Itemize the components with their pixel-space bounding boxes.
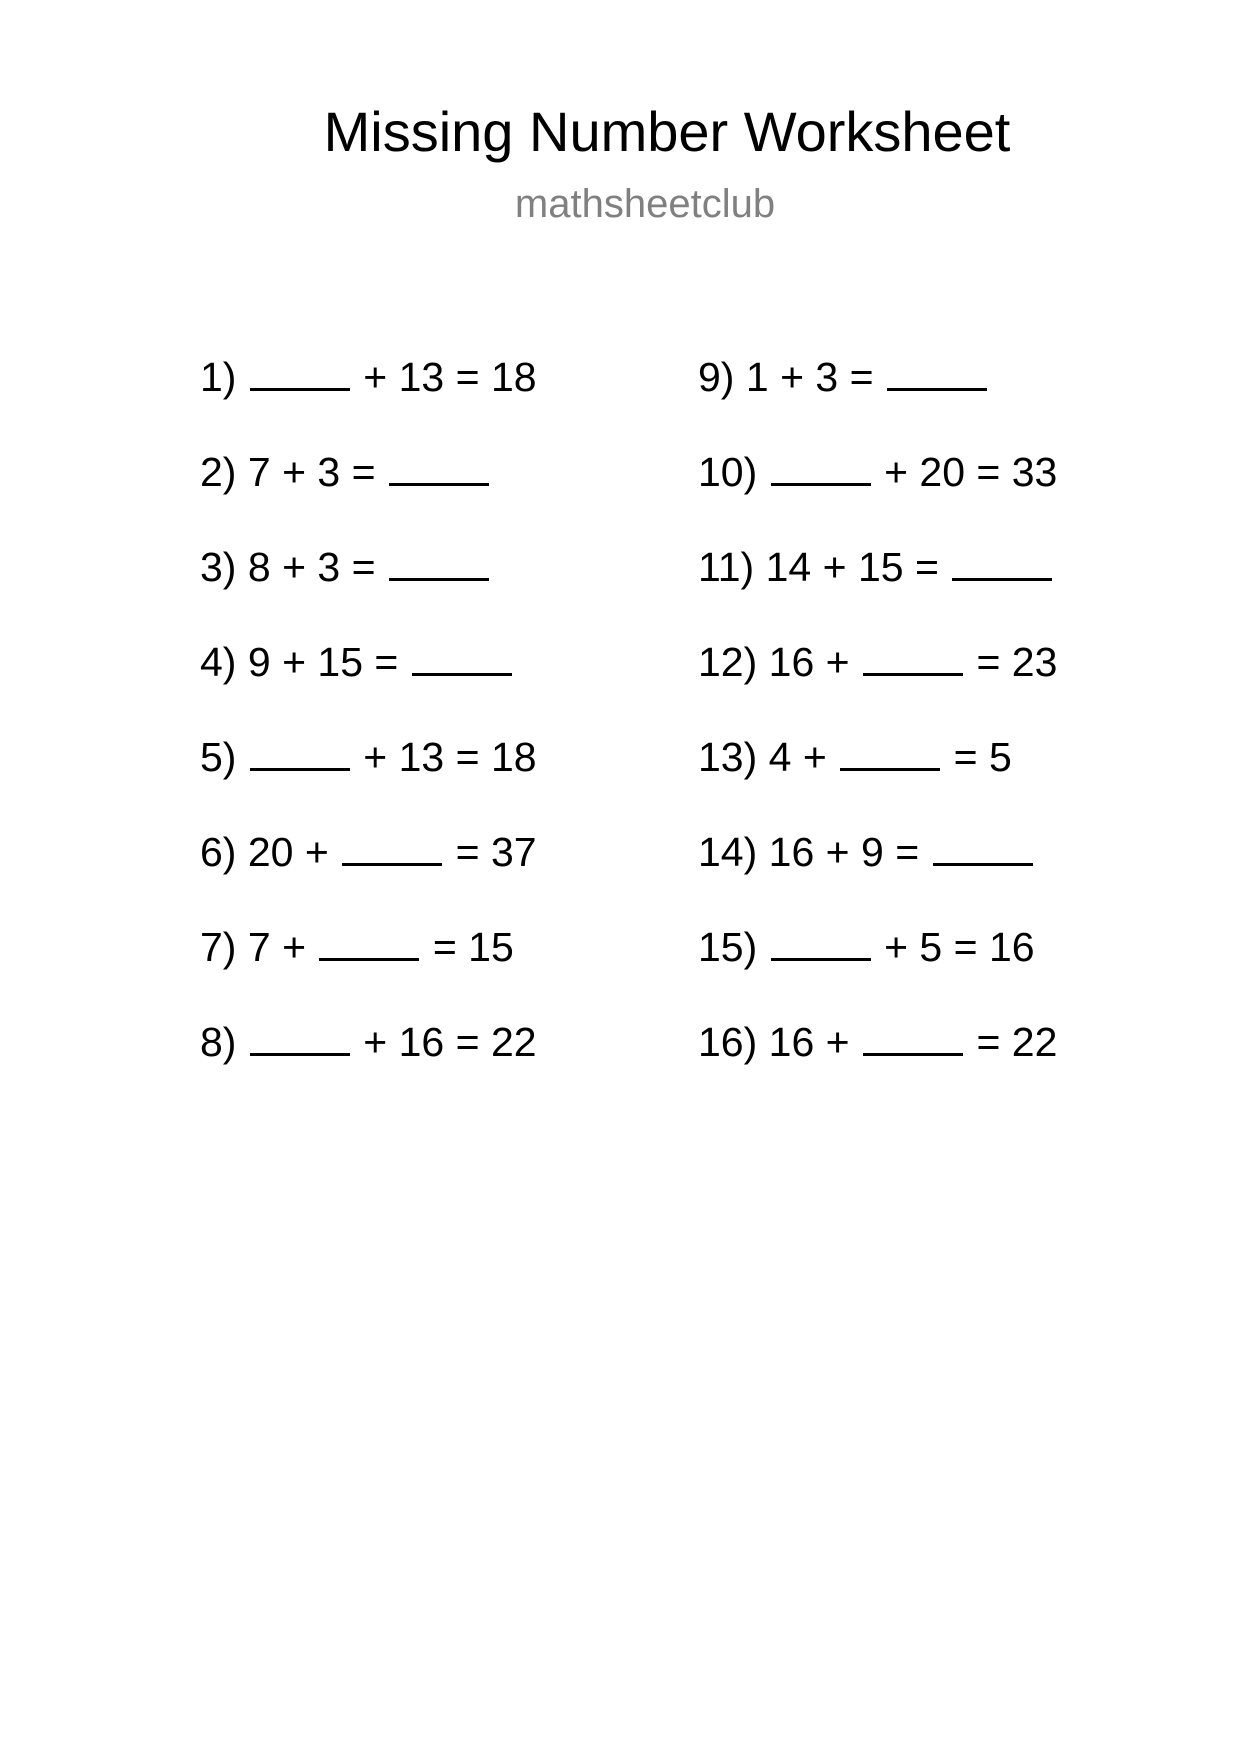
problem-expression: 16 + <box>768 1019 850 1065</box>
problem-row <box>698 538 1057 633</box>
problem-number: 12) <box>698 639 758 685</box>
answer-blank[interactable] <box>342 823 442 866</box>
problem-number: 11) <box>698 544 755 590</box>
problem-row <box>698 823 1057 918</box>
answer-blank[interactable] <box>952 538 1052 581</box>
problem-number: 6) <box>200 829 237 875</box>
problem-row <box>698 728 1057 823</box>
problem-number: 16) <box>698 1019 758 1065</box>
worksheet-title: Missing Number Worksheet <box>323 100 1011 163</box>
problem-number: 8) <box>200 1019 237 1065</box>
problem-row <box>200 633 537 728</box>
problem-expression: + 5 = 16 <box>884 924 1035 970</box>
problem-expression: 20 + <box>247 829 329 875</box>
problem-column-right <box>698 348 1057 1108</box>
problem-row <box>200 348 537 443</box>
worksheet-subtitle: mathsheetclub <box>514 182 776 226</box>
problem-expression: + 13 = 18 <box>363 734 537 780</box>
problem-expression: 14 + 15 = <box>765 544 939 590</box>
problem-number: 9) <box>698 354 735 400</box>
problem-number: 2) <box>200 449 237 495</box>
problem-expression: + 13 = 18 <box>363 354 537 400</box>
problem-expression: 7 + <box>247 924 307 970</box>
problem-row <box>200 443 537 538</box>
problem-expression: + 16 = 22 <box>363 1019 537 1065</box>
answer-blank[interactable] <box>389 443 489 486</box>
problem-row <box>200 918 537 1013</box>
answer-blank[interactable] <box>250 728 350 771</box>
problem-expression: 1 + 3 = <box>745 354 874 400</box>
problem-row <box>698 348 1057 443</box>
answer-blank[interactable] <box>863 1013 963 1056</box>
problem-expression: 16 + <box>768 639 850 685</box>
problem-expression: 9 + 15 = <box>247 639 399 685</box>
problem-expression: = 37 <box>455 829 537 875</box>
problem-expression: = 22 <box>976 1019 1058 1065</box>
problem-number: 7) <box>200 924 237 970</box>
problem-expression: = 15 <box>432 924 514 970</box>
answer-blank[interactable] <box>319 918 419 961</box>
problem-expression: = 23 <box>976 639 1058 685</box>
problem-row <box>698 633 1057 728</box>
problem-row <box>200 1013 537 1108</box>
answer-blank[interactable] <box>840 728 940 771</box>
problem-number: 15) <box>698 924 758 970</box>
problem-expression: 4 + <box>768 734 827 780</box>
problem-number: 10) <box>698 449 758 495</box>
problem-expression: 8 + 3 = <box>247 544 376 590</box>
problem-expression: = 5 <box>953 734 1012 780</box>
problem-expression: 16 + 9 = <box>768 829 920 875</box>
problem-number: 1) <box>200 354 237 400</box>
problem-number: 3) <box>200 544 237 590</box>
problem-number: 13) <box>698 734 758 780</box>
problem-row <box>200 538 537 633</box>
answer-blank[interactable] <box>250 348 350 391</box>
problem-expression: + 20 = 33 <box>884 449 1058 495</box>
answer-blank[interactable] <box>412 633 512 676</box>
problem-number: 14) <box>698 829 758 875</box>
answer-blank[interactable] <box>250 1013 350 1056</box>
problem-column-left <box>200 348 537 1108</box>
problem-number: 5) <box>200 734 237 780</box>
answer-blank[interactable] <box>771 443 871 486</box>
answer-blank[interactable] <box>933 823 1033 866</box>
problem-row <box>200 728 537 823</box>
problem-number: 4) <box>200 639 237 685</box>
answer-blank[interactable] <box>389 538 489 581</box>
answer-blank[interactable] <box>771 918 871 961</box>
problem-expression: 7 + 3 = <box>247 449 376 495</box>
answer-blank[interactable] <box>863 633 963 676</box>
problem-row <box>698 918 1057 1013</box>
problem-row <box>698 1013 1057 1108</box>
problem-row <box>200 823 537 918</box>
problem-row <box>698 443 1057 538</box>
answer-blank[interactable] <box>887 348 987 391</box>
